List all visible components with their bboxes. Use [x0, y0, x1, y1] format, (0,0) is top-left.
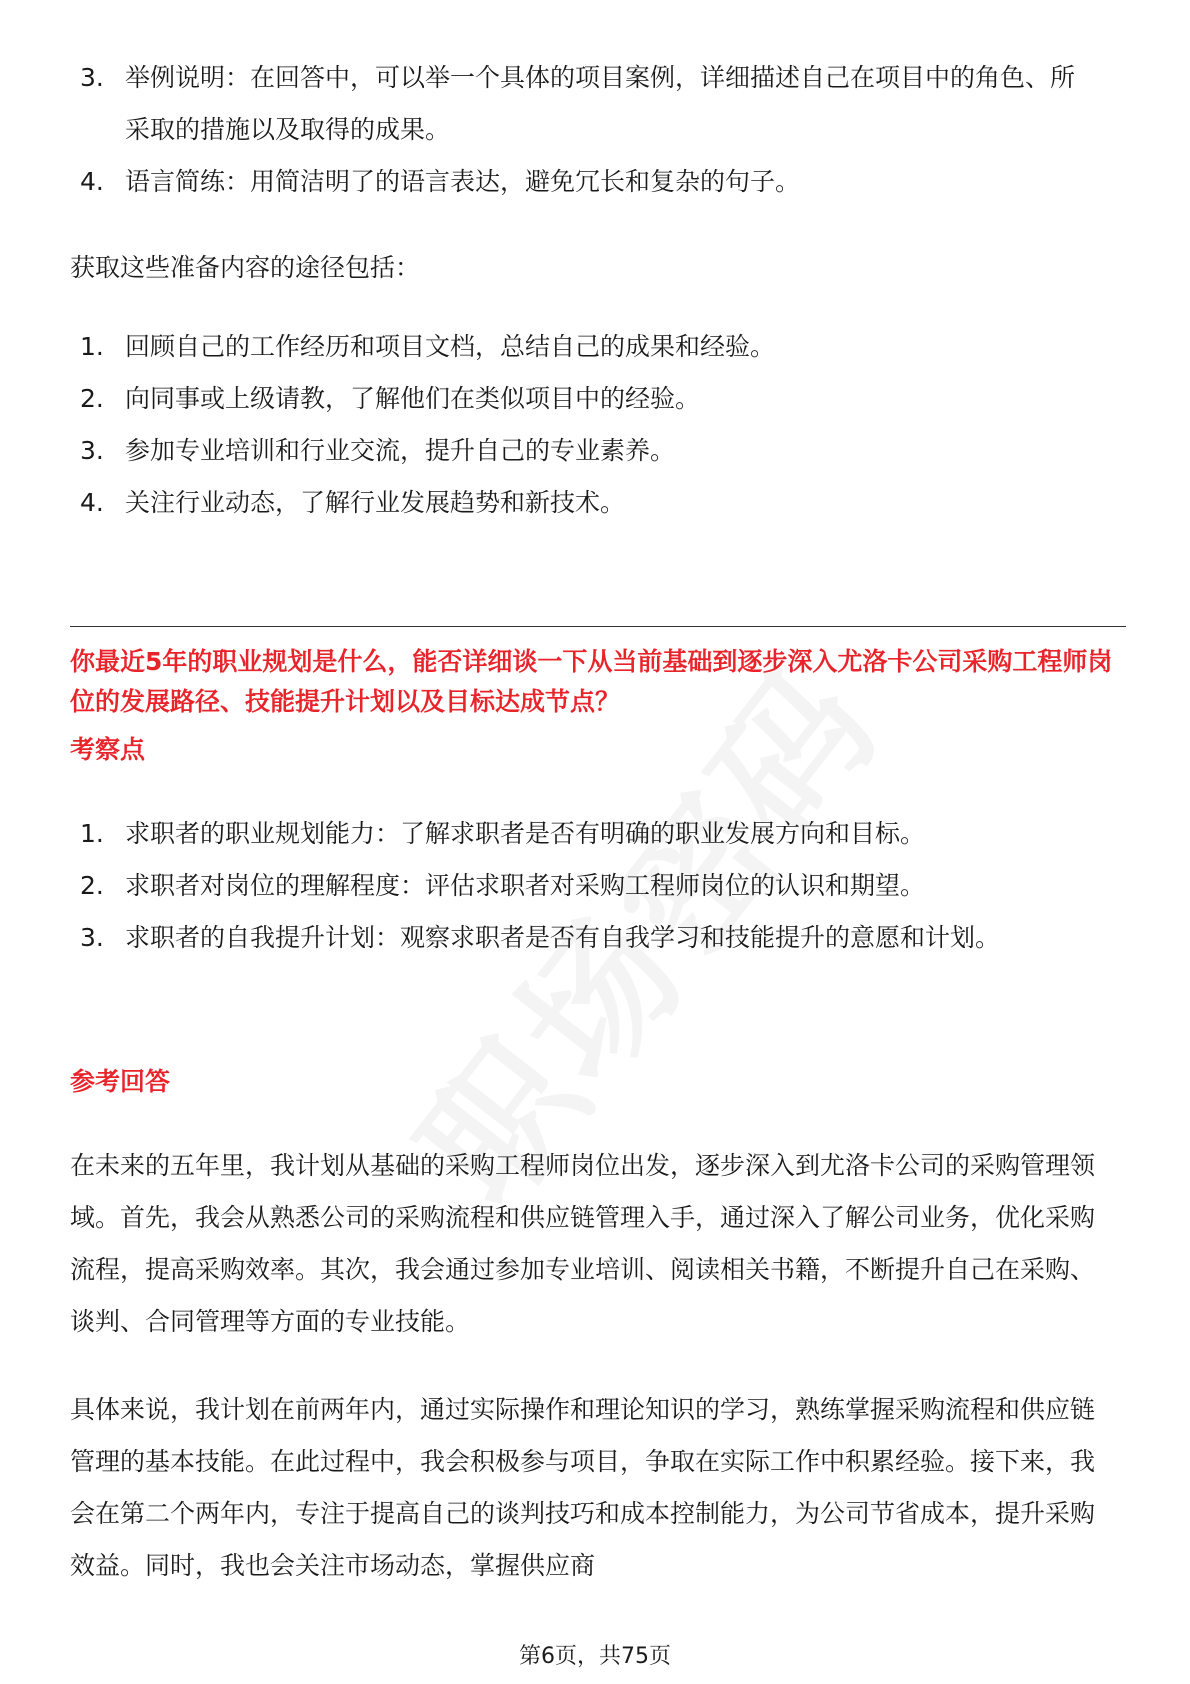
- list-item-text: 求职者对岗位的理解程度：评估求职者对采购工程师岗位的认识和期望。: [125, 871, 926, 900]
- list-item-text: 求职者的职业规划能力：了解求职者是否有明确的职业发展方向和目标。: [125, 819, 926, 848]
- prep-tips-list: [0, 52, 1080, 208]
- list-item: [0, 373, 1080, 425]
- list-item-text: 回顾自己的工作经历和项目文档，总结自己的成果和经验。: [125, 332, 776, 361]
- list-item: [0, 321, 1080, 373]
- answer-paragraph-1: 在未来的五年里，我计划从基础的采购工程师岗位出发，逐步深入到尤洛卡公司的采购管理领域。首先，我会从熟悉公司的采购流程和供应链管理入手，通过深入了解公司业务，优化采购流程，提高采购效率。其次，我会通过参加专业培训、阅读相关书籍，不断提升自己在采购、谈判、合同管理等方面的专业技能。: [70, 1151, 1096, 1336]
- list-item-text: 举例说明：在回答中，可以举一个具体的项目案例，详细描述自己在项目中的角色、所采取的措施以及取得的成果。: [125, 63, 1076, 144]
- list-item: [0, 860, 1080, 912]
- answer-label: 参考回答: [70, 1067, 171, 1096]
- list-number: 4.: [80, 488, 104, 517]
- question-heading: 你最近5年的职业规划是什么，能否详细谈一下从当前基础到逐步深入尤洛卡公司采购工程师岗位的发展路径、技能提升计划以及目标达成节点？: [70, 647, 1113, 716]
- list-number: 4.: [80, 167, 104, 196]
- list-item-text: 求职者的自我提升计划：观察求职者是否有自我学习和技能提升的意愿和计划。: [125, 923, 1001, 952]
- list-item: [0, 912, 1080, 964]
- list-item: [0, 808, 1080, 860]
- page-footer: 第6页，共75页: [519, 1644, 671, 1669]
- list-number: 2.: [80, 871, 104, 900]
- list-item-text: 关注行业动态，了解行业发展趋势和新技术。: [125, 488, 626, 517]
- sources-list: [0, 321, 1080, 529]
- answer-paragraph-2: 具体来说，我计划在前两年内，通过实际操作和理论知识的学习，熟练掌握采购流程和供应链管理的基本技能。在此过程中，我会积极参与项目，争取在实际工作中积累经验。接下来，我会在第二个两年内，专注于提高自己的谈判技巧和成本控制能力，为公司节省成本，提升采购效益。同时，我也会关注市场动态，掌握供应商: [70, 1395, 1096, 1580]
- sources-intro: 获取这些准备内容的途径包括：: [70, 253, 421, 282]
- list-item-text: 参加专业培训和行业交流，提升自己的专业素养。: [125, 436, 676, 465]
- list-number: 3.: [80, 923, 104, 952]
- list-item: [0, 477, 1080, 529]
- list-number: 3.: [80, 63, 104, 92]
- focus-list: [0, 808, 1080, 964]
- list-number: 2.: [80, 384, 104, 413]
- section-divider: [70, 626, 1126, 627]
- list-number: 1.: [80, 819, 104, 848]
- list-item: [0, 425, 1080, 477]
- list-number: 3.: [80, 436, 104, 465]
- list-item-text: 语言简练：用简洁明了的语言表达，避免冗长和复杂的句子。: [125, 167, 801, 196]
- list-item-text: 向同事或上级请教，了解他们在类似项目中的经验。: [125, 384, 701, 413]
- list-item: [0, 52, 1080, 156]
- focus-label: 考察点: [70, 735, 146, 764]
- list-number: 1.: [80, 332, 104, 361]
- list-item: [0, 156, 1080, 208]
